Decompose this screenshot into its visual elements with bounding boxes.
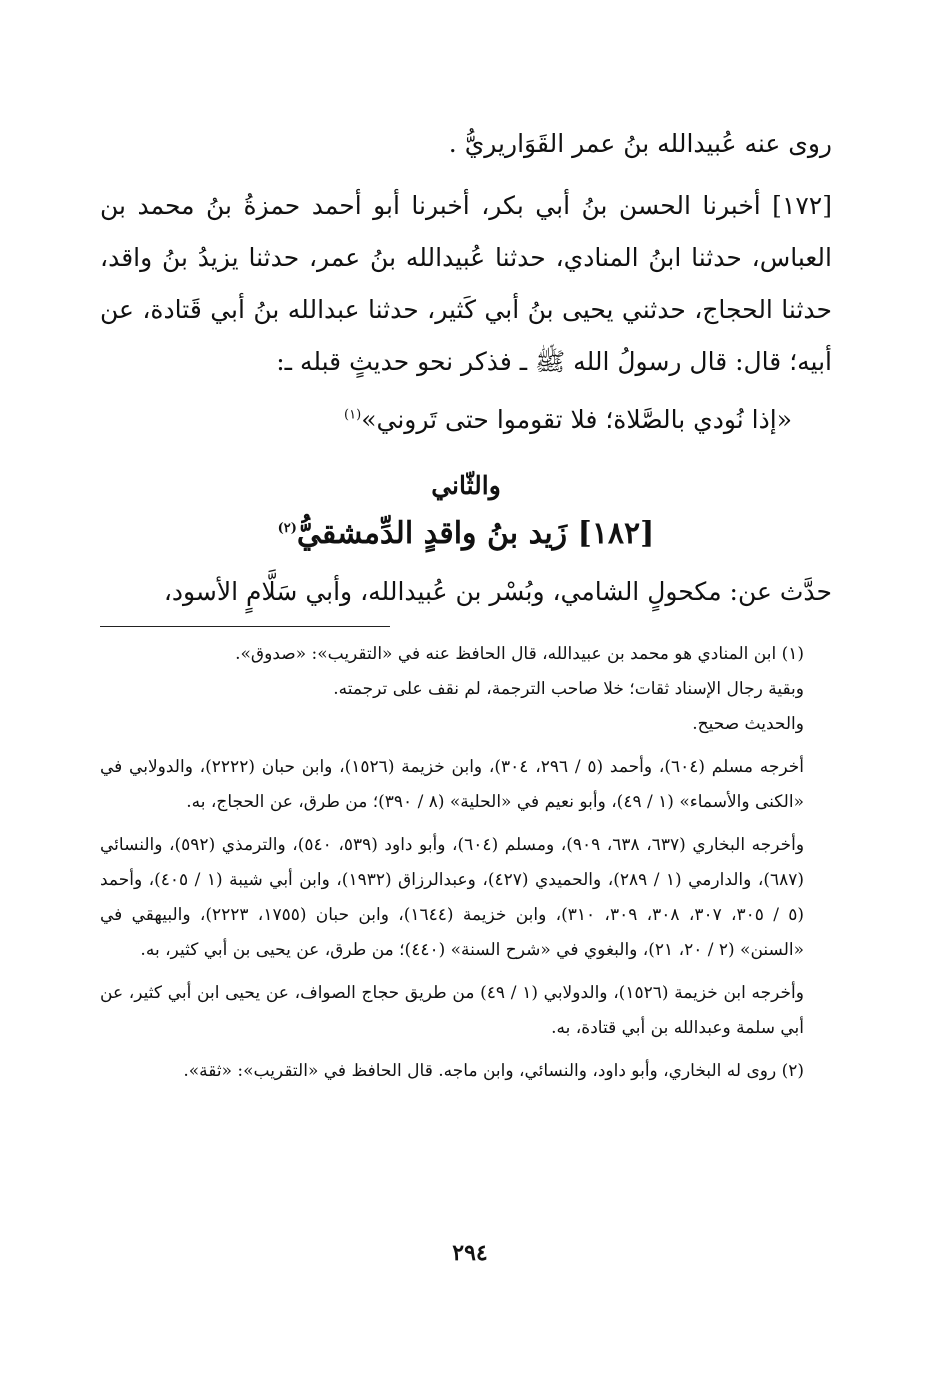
- footnote-ref-2: (٢): [277, 521, 297, 536]
- footnote-2: (٢) روى له البخاري، وأبو داود، والنسائي، وابن ماجه. قال الحافظ في «التقريب»: «ثقة».: [183, 1061, 804, 1081]
- hadith-narration: [١٧٢] أخبرنا الحسن بنُ أبي بكر، أخبرنا أبو أحمد حمزةُ بنُ محمد بن العباس، حدثنا ابنُ المنادي، حدثنا عُبيدالله بنُ عمر، حدثنا يزيدُ بنُ واقد، حدثنا الحجاج، حدثني يحيى بنُ أبي كَثير، حدثنا عبدالله بنُ أبي قَتادة، عن أبيه؛ قال: قال رسولُ الله ﷺ ـ فذكر نحو حديثٍ قبله ـ:: [100, 191, 833, 376]
- footnotes: [100, 637, 832, 1089]
- footnote-1-line-c: والحديث صحيح.: [692, 714, 804, 734]
- main-text: [100, 118, 832, 618]
- footnote-ref-1: (١): [344, 407, 362, 423]
- footnote-1-paragraph-f: وأخرجه ابن خزيمة (١٥٢٦)، والدولابي (١ / ٤٩) من طريق حجاج الصواف، عن يحيى ابن أبي كثير، عن أبي سلمة وعبدالله بن أبي قتادة، به.: [100, 983, 804, 1038]
- footnote-1-line-b: وبقية رجال الإسناد ثقات؛ خلا صاحب الترجمة، لم نقف على ترجمته.: [333, 679, 804, 699]
- entry-text: حدَّث عن: مكحولٍ الشامي، وبُسْر بن عُبيدالله، وأبي سَلَّامٍ الأسود،: [163, 577, 832, 606]
- hadith-quote: [100, 394, 832, 446]
- entry-title-text: [١٨٢] زَيد بنُ واقدٍ الدِّمشقيُّ: [296, 516, 655, 551]
- footnote-1-paragraph-d: أخرجه مسلم (٦٠٤)، وأحمد (٥ / ٢٩٦، ٣٠٤)، وابن خزيمة (١٥٢٦)، وابن حبان (٢٢٢٢)، والدولابي في «الكنى والأسماء» (١ / ٤٩)، وأبو نعيم في «الحلية» (٨ / ٣٩٠)؛ من طرق، عن الحجاج، به.: [100, 757, 804, 812]
- footnote-1-paragraph-e: وأخرجه البخاري (٦٣٧، ٦٣٨، ٩٠٩)، ومسلم (٦٠٤)، وأبو داود (٥٣٩، ٥٤٠)، والترمذي (٥٩٢)، والنسائي (٦٨٧)، والدارمي (١ / ٢٨٩)، والحميدي (٤٢٧)، وعبدالرزاق (١٩٣٢)، وابن أبي شيبة (١ / ٤٠٥)، وأحمد (٥ / ٣٠٥، ٣٠٧، ٣٠٨، ٣٠٩، ٣١٠)، وابن خزيمة (١٦٤٤)، وابن حبان (١٧٥٥، ٢٢٢٣)، والبيهقي في «السنن» (٢ / ٢٠، ٢١)، والبغوي في «شرح السنة» (٤٤٠)؛ من طرق، عن يحيى بن أبي كثير، به.: [100, 835, 805, 960]
- hadith-quote-text: «إذا نُودي بالصَّلاة؛ فلا تقوموا حتى تَروني»: [361, 405, 792, 434]
- intro-line: روى عنه عُبيدالله بنُ عمر القَوَاريريُّ .: [448, 129, 832, 158]
- section-label: والثّاني: [431, 471, 501, 500]
- entry-title: [100, 508, 832, 560]
- page-number: ٢٩٤: [452, 1240, 488, 1266]
- footnote-divider: [100, 626, 390, 627]
- footnote-1-line-a: (١) ابن المنادي هو محمد بن عبيدالله، قال الحافظ عنه في «التقريب»: «صدوق».: [235, 644, 804, 664]
